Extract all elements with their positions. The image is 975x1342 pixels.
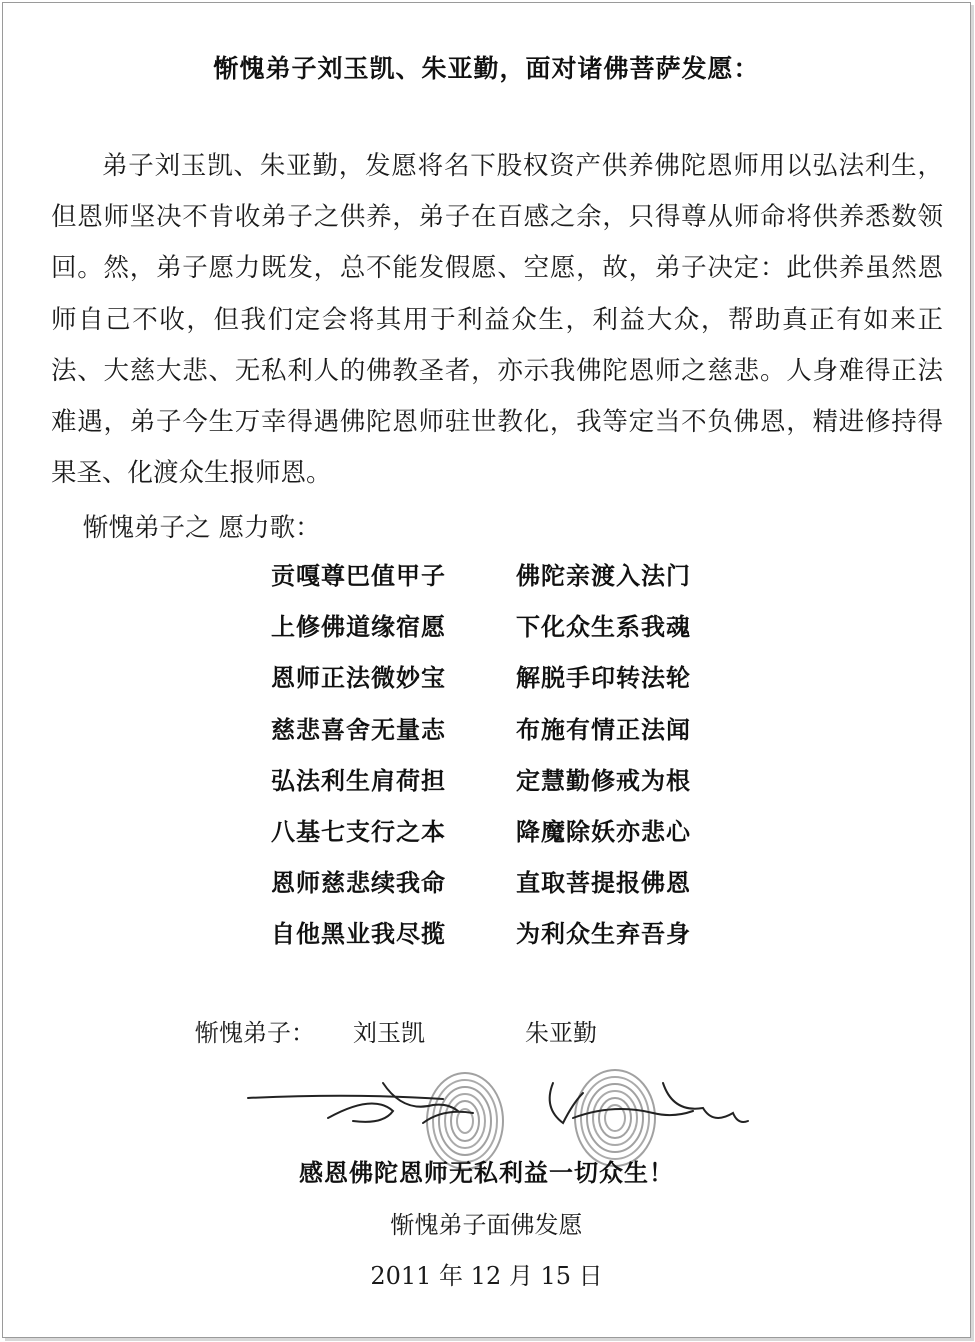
poem-line: [271, 812, 731, 863]
poem-line-left: 上修佛道缘宿愿: [271, 613, 446, 642]
poem-line: [271, 761, 731, 812]
poem-line-left: 恩师正法微妙宝: [271, 664, 446, 693]
poem-line-left: 弘法利生肩荷担: [271, 766, 446, 795]
song-title: 惭愧弟子之 愿力歌：: [83, 513, 321, 543]
poem-line-right: 定慧勤修戒为根: [516, 766, 691, 795]
closing-thanks: 感恩佛陀恩师无私利益一切众生！: [299, 1159, 674, 1187]
document-page: [2, 2, 971, 1338]
vow-poem: [271, 556, 731, 966]
vow-paragraph: 弟子刘玉凯、朱亚勤，发愿将名下股权资产供养佛陀恩师用以弘法利生，但恩师坚决不肯收弟子之供养，弟子在百感之余，只得尊从师命将供养悉数领回。然，弟子愿力既发，总不能发假愿、空愿，故，弟子决定：此供养虽然恩师自己不收，但我们定会将其用于利益众生，利益大众，帮助真正有如来正法、大慈大悲、无私利人的佛教圣者，亦示我佛陀恩师之慈悲。人身难得正法难遇，弟子今生万幸得遇佛陀恩师驻世教化，我等定当不负佛恩，精进修持得果圣、化渡众生报师恩。: [51, 151, 943, 489]
poem-line-left: 贡嘎尊巴值甲子: [271, 562, 446, 590]
poem-line: [271, 556, 731, 607]
poem-line: [271, 607, 731, 658]
poem-line-left: 自他黑业我尽揽: [271, 920, 446, 949]
poem-line-left: 慈悲喜舍无量志: [271, 715, 446, 744]
poem-line-right: 佛陀亲渡入法门: [516, 562, 691, 590]
vow-line: 惭愧弟子面佛发愿: [390, 1211, 583, 1239]
poem-line-right: 为利众生弃吾身: [516, 920, 691, 949]
poem-line-right: 下化众生系我魂: [516, 613, 691, 642]
document-date: 2011 年 12 月 15 日: [370, 1262, 603, 1290]
poem-line: [271, 863, 731, 914]
poem-line-right: 直取菩提报佛恩: [516, 869, 691, 898]
poem-line-right: 解脱手印转法轮: [516, 664, 691, 693]
poem-line-left: 八基七支行之本: [271, 817, 446, 846]
document-title: 惭愧弟子刘玉凯、朱亚勤，面对诸佛菩萨发愿：: [213, 54, 760, 83]
fingerprint-right: [575, 1070, 655, 1166]
signature-label: 惭愧弟子：: [195, 1019, 315, 1047]
signatory-name-1: 刘玉凯: [353, 1019, 425, 1047]
handwritten-signatures: [248, 1083, 748, 1123]
poem-line-right: 布施有情正法闻: [516, 715, 691, 744]
signatory-name-2: 朱亚勤: [525, 1019, 597, 1047]
poem-line-left: 恩师慈悲续我命: [271, 869, 446, 898]
poem-line-right: 降魔除妖亦悲心: [516, 817, 691, 846]
poem-line: [271, 710, 731, 761]
poem-line: [271, 914, 731, 965]
poem-line: [271, 658, 731, 709]
